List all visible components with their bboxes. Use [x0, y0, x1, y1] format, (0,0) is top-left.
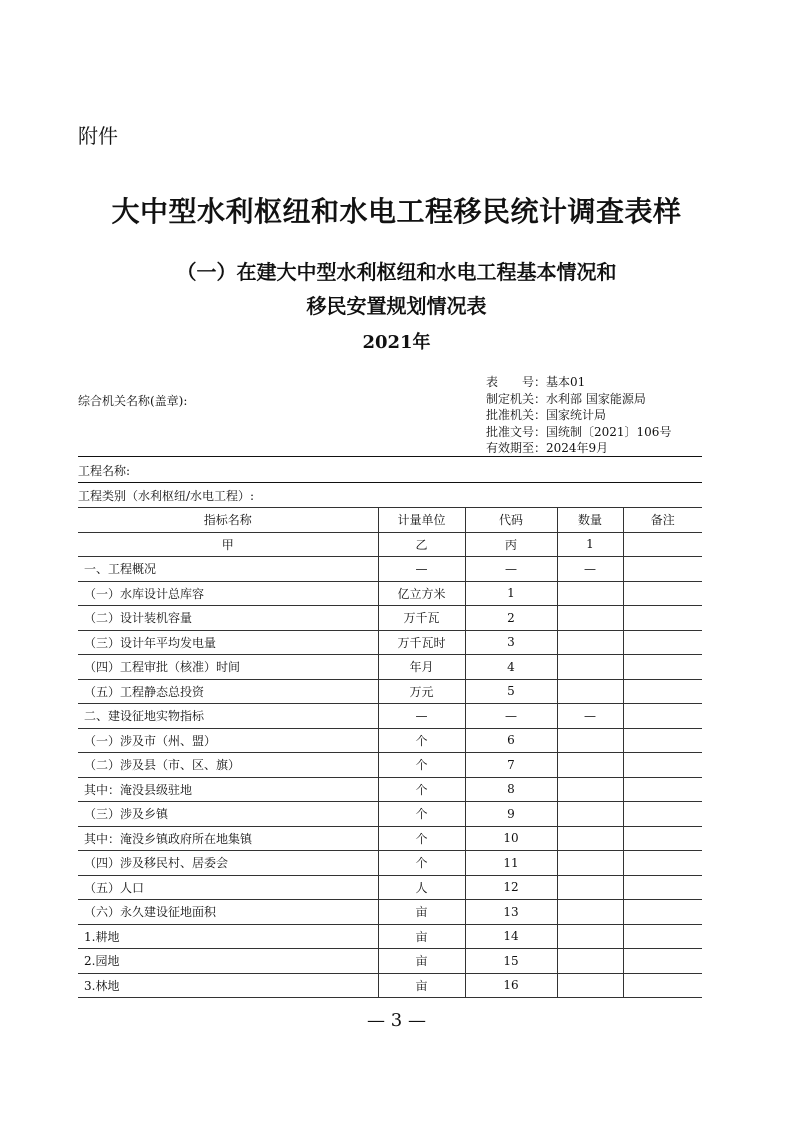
- code-cell: 9: [465, 802, 557, 827]
- attachment-label: 附件: [78, 124, 118, 148]
- quantity-cell: [557, 728, 623, 753]
- indicator-name-cell: 1.耕地: [78, 924, 378, 949]
- code-cell: —: [465, 557, 557, 582]
- column-header: 数量: [557, 508, 623, 533]
- quantity-cell: [557, 581, 623, 606]
- remarks-cell: [623, 900, 702, 925]
- table-row: [78, 973, 702, 998]
- header-rule: [78, 456, 702, 457]
- unit-cell: 万千瓦: [378, 606, 465, 631]
- unit-cell: 万元: [378, 679, 465, 704]
- table-row: [78, 753, 702, 778]
- unit-cell: 年月: [378, 655, 465, 680]
- quantity-cell: [557, 606, 623, 631]
- table-row: [78, 655, 702, 680]
- code-cell: 15: [465, 949, 557, 974]
- remarks-cell: [623, 630, 702, 655]
- remarks-cell: [623, 924, 702, 949]
- statistics-table: [78, 507, 702, 998]
- indicator-name-cell: 其中：淹没乡镇政府所在地集镇: [78, 826, 378, 851]
- code-cell: 13: [465, 900, 557, 925]
- code-cell: 12: [465, 875, 557, 900]
- remarks-cell: [623, 851, 702, 876]
- remarks-cell: [623, 728, 702, 753]
- indicator-name-cell: （四）工程审批（核准）时间: [78, 655, 378, 680]
- indicator-name-cell: 2.园地: [78, 949, 378, 974]
- form-number: 表 号：基本01: [486, 375, 586, 389]
- indicator-name-cell: （三）涉及乡镇: [78, 802, 378, 827]
- quantity-cell: [557, 924, 623, 949]
- unit-cell: 个: [378, 851, 465, 876]
- code-cell: 5: [465, 679, 557, 704]
- quantity-cell: [557, 826, 623, 851]
- issuing-authority: 制定机关：水利部 国家能源局: [486, 391, 646, 406]
- code-cell: 3: [465, 630, 557, 655]
- table-row: [78, 900, 702, 925]
- project-name-rule: [78, 482, 702, 483]
- indicator-name-cell: （一）水库设计总库容: [78, 581, 378, 606]
- table-row: [78, 557, 702, 582]
- quantity-cell: [557, 875, 623, 900]
- table-row: [78, 630, 702, 655]
- column-header: 备注: [623, 508, 702, 533]
- table-row: [78, 777, 702, 802]
- subtitle-line-2: 移民安置规划情况表: [306, 294, 487, 318]
- page-number: — 3 —: [367, 1010, 426, 1031]
- indicator-name-cell: （六）永久建设征地面积: [78, 900, 378, 925]
- remarks-cell: [623, 557, 702, 582]
- quantity-cell: 1: [557, 532, 623, 557]
- quantity-cell: [557, 679, 623, 704]
- document-title: 大中型水利枢纽和水电工程移民统计调查表样: [111, 195, 682, 228]
- table-header-row: [78, 508, 702, 533]
- code-cell: 11: [465, 851, 557, 876]
- quantity-cell: —: [557, 557, 623, 582]
- table-row: [78, 826, 702, 851]
- table-row: [78, 606, 702, 631]
- report-year: 2021年: [362, 332, 431, 353]
- table-row: [78, 949, 702, 974]
- table-row: [78, 875, 702, 900]
- table-row: [78, 802, 702, 827]
- indicator-name-cell: 3.林地: [78, 973, 378, 998]
- unit-cell: 万千瓦时: [378, 630, 465, 655]
- column-header: 代码: [465, 508, 557, 533]
- unit-cell: 个: [378, 728, 465, 753]
- code-cell: 6: [465, 728, 557, 753]
- remarks-cell: [623, 606, 702, 631]
- quantity-cell: —: [557, 704, 623, 729]
- remarks-cell: [623, 655, 702, 680]
- unit-cell: 亩: [378, 900, 465, 925]
- quantity-cell: [557, 802, 623, 827]
- remarks-cell: [623, 532, 702, 557]
- unit-cell: 个: [378, 802, 465, 827]
- unit-cell: —: [378, 557, 465, 582]
- indicator-name-cell: （三）设计年平均发电量: [78, 630, 378, 655]
- project-name-field: 工程名称:: [78, 464, 131, 478]
- indicator-name-cell: （二）设计装机容量: [78, 606, 378, 631]
- valid-until: 有效期至：2024年9月: [486, 441, 609, 455]
- quantity-cell: [557, 949, 623, 974]
- unit-cell: 个: [378, 826, 465, 851]
- column-header: 指标名称: [78, 508, 378, 533]
- unit-cell: 亩: [378, 949, 465, 974]
- code-cell: 2: [465, 606, 557, 631]
- table-row: [78, 679, 702, 704]
- code-cell: 丙: [465, 532, 557, 557]
- indicator-name-cell: （一）涉及市（州、盟）: [78, 728, 378, 753]
- indicator-name-cell: 其中：淹没县级驻地: [78, 777, 378, 802]
- unit-cell: 个: [378, 777, 465, 802]
- remarks-cell: [623, 875, 702, 900]
- indicator-name-cell: 甲: [78, 532, 378, 557]
- quantity-cell: [557, 630, 623, 655]
- unit-cell: 乙: [378, 532, 465, 557]
- remarks-cell: [623, 581, 702, 606]
- remarks-cell: [623, 777, 702, 802]
- code-cell: 7: [465, 753, 557, 778]
- quantity-cell: [557, 851, 623, 876]
- indicator-name-cell: 二、建设征地实物指标: [78, 704, 378, 729]
- unit-cell: 亩: [378, 973, 465, 998]
- indicator-name-cell: （五）工程静态总投资: [78, 679, 378, 704]
- quantity-cell: [557, 655, 623, 680]
- indicator-name-cell: （四）涉及移民村、居委会: [78, 851, 378, 876]
- quantity-cell: [557, 753, 623, 778]
- unit-cell: —: [378, 704, 465, 729]
- remarks-cell: [623, 973, 702, 998]
- indicator-name-cell: （五）人口: [78, 875, 378, 900]
- table-row: [78, 704, 702, 729]
- remarks-cell: [623, 704, 702, 729]
- unit-cell: 亩: [378, 924, 465, 949]
- code-cell: 16: [465, 973, 557, 998]
- code-cell: 10: [465, 826, 557, 851]
- remarks-cell: [623, 679, 702, 704]
- remarks-cell: [623, 802, 702, 827]
- table-row: [78, 581, 702, 606]
- remarks-cell: [623, 753, 702, 778]
- code-cell: 1: [465, 581, 557, 606]
- code-cell: 4: [465, 655, 557, 680]
- unit-cell: 个: [378, 753, 465, 778]
- subtitle-line-1: （一）在建大中型水利枢纽和水电工程基本情况和: [176, 260, 617, 284]
- quantity-cell: [557, 900, 623, 925]
- table-row: [78, 728, 702, 753]
- unit-cell: 人: [378, 875, 465, 900]
- column-header: 计量单位: [378, 508, 465, 533]
- approval-number: 批准文号：国统制〔2021〕106号: [486, 424, 672, 439]
- unit-cell: 亿立方米: [378, 581, 465, 606]
- code-cell: —: [465, 704, 557, 729]
- organization-label: 综合机关名称(盖章):: [78, 394, 188, 408]
- indicator-name-cell: 一、工程概况: [78, 557, 378, 582]
- table-row: [78, 851, 702, 876]
- table-row: [78, 532, 702, 557]
- indicator-name-cell: （二）涉及县（市、区、旗）: [78, 753, 378, 778]
- form-metadata: [486, 374, 671, 457]
- quantity-cell: [557, 777, 623, 802]
- project-type-field: 工程类别（水利枢纽/水电工程）:: [78, 489, 255, 503]
- remarks-cell: [623, 826, 702, 851]
- table-row: [78, 924, 702, 949]
- approving-authority: 批准机关：国家统计局: [486, 408, 607, 422]
- code-cell: 14: [465, 924, 557, 949]
- code-cell: 8: [465, 777, 557, 802]
- quantity-cell: [557, 973, 623, 998]
- remarks-cell: [623, 949, 702, 974]
